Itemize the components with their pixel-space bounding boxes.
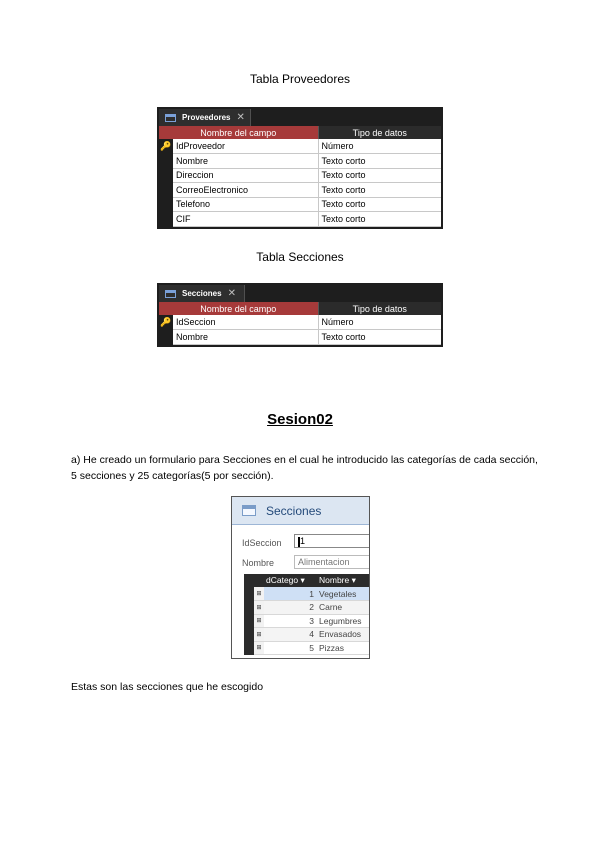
subform-gutter (244, 641, 254, 655)
expand-icon[interactable]: ⊞ (254, 614, 264, 628)
expand-icon[interactable]: ⊞ (254, 601, 264, 615)
row-selector[interactable] (159, 168, 173, 183)
field-name-cell[interactable]: CorreoElectronico (173, 183, 318, 198)
subform-selector-header (254, 574, 264, 587)
field-name-cell[interactable]: IdProveedor (173, 139, 318, 154)
col-header-field-name[interactable]: Nombre del campo (159, 302, 318, 315)
subform-header-nombre[interactable]: Nombre ▾ (317, 574, 370, 587)
data-type-cell[interactable]: Texto corto (318, 168, 441, 183)
primary-key-icon[interactable]: 🔑 (159, 139, 173, 154)
field-name-cell[interactable]: CIF (173, 212, 318, 227)
tab-label: Secciones (182, 289, 222, 298)
row-selector[interactable] (159, 154, 173, 169)
subform-header-idcategoria[interactable]: dCatego ▾ (264, 574, 317, 587)
field-name-cell[interactable]: Direccion (173, 168, 318, 183)
field-name-cell[interactable]: Nombre (173, 330, 318, 345)
table-icon (165, 114, 176, 122)
data-type-cell[interactable]: Número (318, 315, 441, 330)
categoria-nombre-cell[interactable]: Vegetales (317, 587, 370, 601)
categorias-subform (244, 574, 370, 658)
row-selector[interactable] (159, 212, 173, 227)
paragraph-a: a) He creado un formulario para Secciones en el cual he introducido las categorías de cada sección, 5 secciones y 25 categorías(5 por sección). (71, 454, 538, 482)
data-type-cell[interactable]: Texto corto (318, 330, 441, 345)
field-row[interactable] (159, 183, 441, 198)
proveedores-tabbar (159, 109, 441, 126)
subform-gutter (244, 601, 254, 615)
subform-row[interactable] (244, 587, 370, 601)
field-row[interactable] (159, 168, 441, 183)
paragraph-b: Estas son las secciones que he escogido (71, 681, 264, 693)
id-seccion-label: IdSeccion (242, 538, 282, 548)
proveedores-tab[interactable] (159, 109, 251, 126)
subform-gutter (244, 614, 254, 628)
row-selector[interactable] (159, 330, 173, 345)
field-row[interactable] (159, 212, 441, 227)
table-icon (165, 290, 176, 298)
col-header-data-type[interactable]: Tipo de datos (318, 126, 441, 139)
nombre-field[interactable]: Alimentacion (294, 555, 370, 569)
categoria-nombre-cell[interactable]: Pizzas (317, 641, 370, 655)
tab-label: Proveedores (182, 113, 231, 122)
subform-gutter (244, 587, 254, 601)
col-header-field-name[interactable]: Nombre del campo (159, 126, 318, 139)
data-type-cell[interactable]: Texto corto (318, 183, 441, 198)
field-row[interactable] (159, 315, 441, 330)
expand-icon[interactable]: ⊞ (254, 641, 264, 655)
secciones-tab[interactable] (159, 285, 245, 302)
subform-corner (244, 574, 254, 587)
form-icon (242, 505, 256, 516)
proveedores-field-grid (159, 126, 441, 227)
categoria-id-cell[interactable]: 5 (264, 641, 317, 655)
col-header-data-type[interactable]: Tipo de datos (318, 302, 441, 315)
subform-row[interactable] (244, 614, 370, 628)
expand-icon[interactable]: ⊞ (254, 587, 264, 601)
categoria-id-cell[interactable]: 2 (264, 601, 317, 615)
secciones-design-window (157, 283, 443, 347)
categoria-nombre-cell[interactable]: Envasados (317, 628, 370, 642)
data-type-cell[interactable]: Texto corto (318, 197, 441, 212)
field-name-cell[interactable]: IdSeccion (173, 315, 318, 330)
primary-key-icon[interactable]: 🔑 (159, 315, 173, 330)
close-icon[interactable]: ✕ (227, 287, 236, 299)
proveedores-heading: Tabla Proveedores (249, 72, 351, 86)
secciones-form (231, 496, 370, 659)
field-name-cell[interactable]: Nombre (173, 154, 318, 169)
id-seccion-value: 1 (300, 536, 306, 546)
nombre-label: Nombre (242, 558, 275, 568)
row-selector[interactable] (159, 197, 173, 212)
subform-row[interactable] (244, 641, 370, 655)
secciones-field-grid (159, 302, 441, 345)
proveedores-design-window (157, 107, 443, 229)
section-title: Sesion02 (267, 411, 333, 428)
form-header (232, 497, 369, 525)
close-icon[interactable]: ✕ (236, 111, 245, 123)
field-row[interactable] (159, 330, 441, 345)
categoria-id-cell[interactable]: 1 (264, 587, 317, 601)
field-row[interactable] (159, 197, 441, 212)
categoria-id-cell[interactable]: 3 (264, 614, 317, 628)
form-title: Secciones (266, 503, 322, 518)
field-row[interactable] (159, 139, 441, 154)
categoria-nombre-cell[interactable]: Legumbres (317, 614, 370, 628)
expand-icon[interactable]: ⊞ (254, 628, 264, 642)
field-row[interactable] (159, 154, 441, 169)
row-selector[interactable] (159, 183, 173, 198)
categoria-id-cell[interactable]: 4 (264, 628, 317, 642)
data-type-cell[interactable]: Texto corto (318, 212, 441, 227)
subform-gutter (244, 628, 254, 642)
secciones-heading: Tabla Secciones (256, 250, 344, 264)
secciones-tabbar (159, 285, 441, 302)
data-type-cell[interactable]: Número (318, 139, 441, 154)
data-type-cell[interactable]: Texto corto (318, 154, 441, 169)
categoria-nombre-cell[interactable]: Carne (317, 601, 370, 615)
subform-row[interactable] (244, 628, 370, 642)
id-seccion-field[interactable] (294, 534, 370, 548)
field-name-cell[interactable]: Telefono (173, 197, 318, 212)
subform-row[interactable] (244, 601, 370, 615)
